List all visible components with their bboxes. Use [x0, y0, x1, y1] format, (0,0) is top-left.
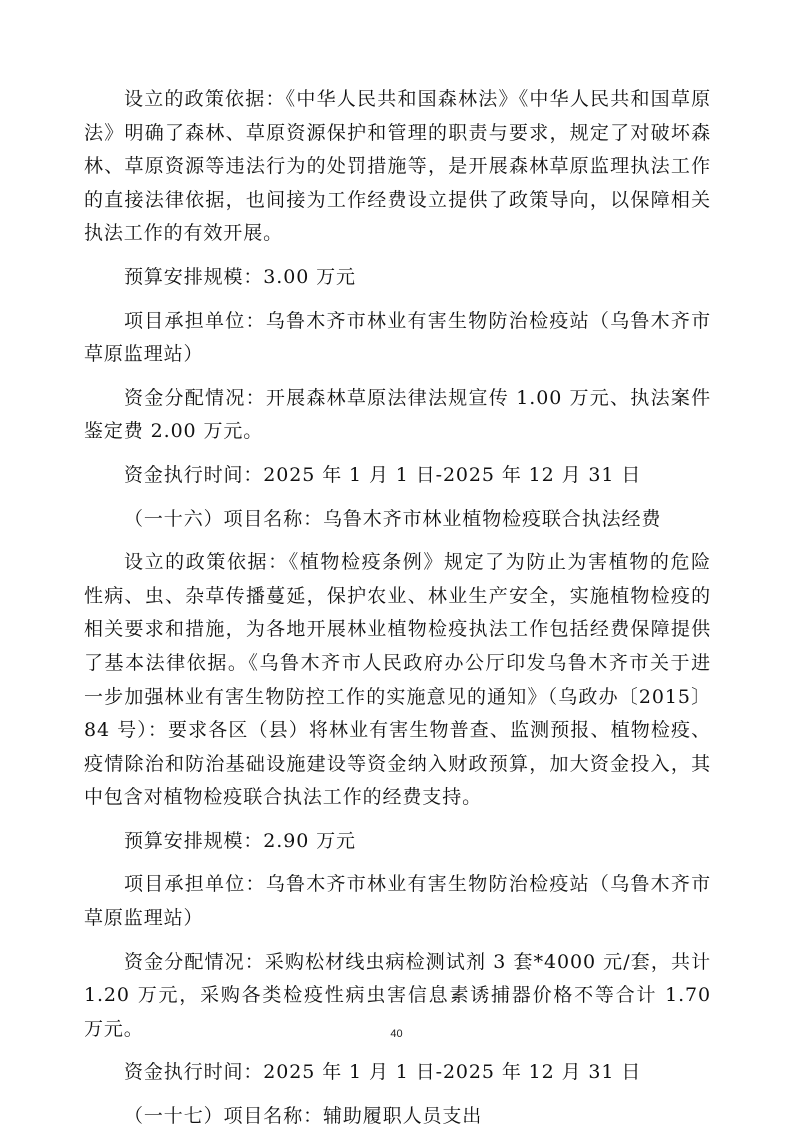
fund-allocation-line: 资金分配情况：开展森林草原法律法规宣传 1.00 万元、执法案件鉴定费 2.00 万元。: [84, 386, 711, 443]
budget-scale-line-16: 预算安排规模：2.90 万元: [124, 829, 356, 852]
execution-time-line-16: 资金执行时间：2025 年 1 月 1 日-2025 年 12 月 31 日: [124, 1061, 642, 1084]
page-number: 40: [390, 1028, 403, 1040]
budget-scale-line: 预算安排规模：3.00 万元: [124, 265, 356, 288]
execution-time-line: 资金执行时间：2025 年 1 月 1 日-2025 年 12 月 31 日: [124, 463, 642, 486]
undertaking-unit-line: 项目承担单位：乌鲁木齐市林业有害生物防治检疫站（乌鲁木齐市草原监理站）: [84, 309, 711, 366]
policy-basis-paragraph: 设立的政策依据：《中华人民共和国森林法》《中华人民共和国草原法》明确了森林、草原资源保护和管理的职责与要求，规定了对破坏森林、草原资源等违法行为的处罚措施等，是开展森林草原监理执法工作的直接法律依据，也间接为工作经费设立提供了政策导向，以保障相关执法工作的有效开展。: [84, 88, 711, 245]
project-heading-16: （一十六）项目名称：乌鲁木齐市林业植物检疫联合执法经费: [124, 507, 662, 530]
undertaking-unit-line-16: 项目承担单位：乌鲁木齐市林业有害生物防治检疫站（乌鲁木齐市草原监理站）: [84, 873, 711, 930]
page-body: [84, 83, 711, 1144]
policy-basis-paragraph-16: 设立的政策依据：《植物检疫条例》规定了为防止为害植物的危险性病、虫、杂草传播蔓延，保护农业、林业生产安全，实施植物检疫的相关要求和措施，为各地开展林业植物检疫执法工作包括经费保障提供了基本法律依据。《乌鲁木齐市人民政府办公厅印发乌鲁木齐市关于进一步加强林业有害生物防控工作的实施意见的通知》（乌政办〔2015〕84 号）：要求各区（县）将林业有害生物普查、监测预报、植物检疫、疫情除治和防治基础设施建设等资金纳入财政预算，加大资金投入，其中包含对植物检疫联合执法工作的经费支持。: [84, 551, 711, 809]
fund-allocation-line-16: 资金分配情况：采购松材线虫病检测试剂 3 套*4000 元/套，共计 1.20 万元，采购各类检疫性病虫害信息素诱捕器价格不等合计 1.70 万元。: [84, 950, 711, 1040]
project-heading-17: （一十七）项目名称：辅助履职人员支出: [124, 1105, 483, 1128]
